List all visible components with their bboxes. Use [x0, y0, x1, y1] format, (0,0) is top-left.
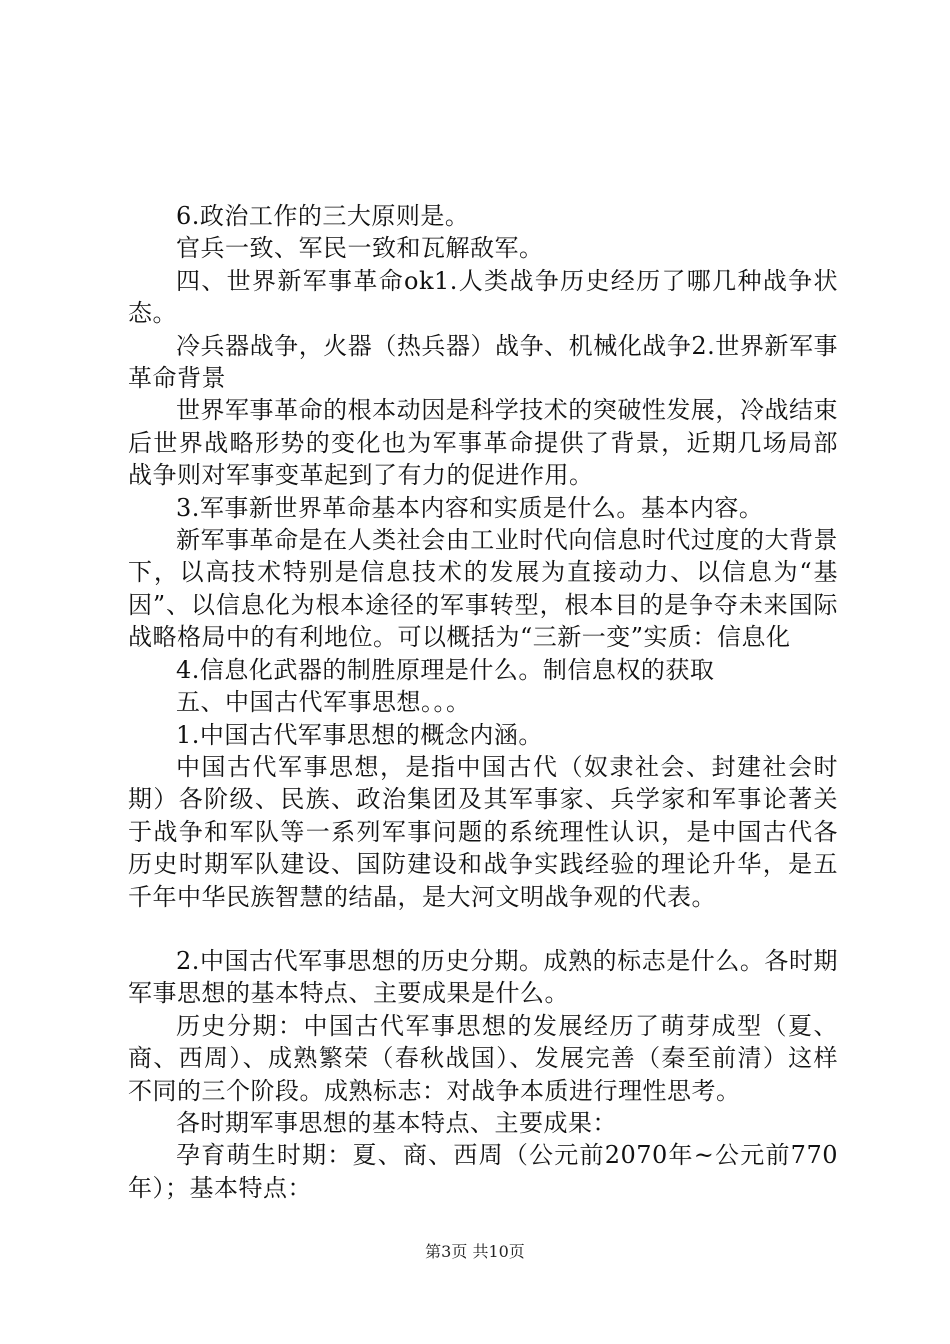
paragraph-periods-answer: 历史分期：中国古代军事思想的发展经历了萌芽成型（夏、商、西周）、成熟繁荣（春秋战国）、发展完善（秦至前清）这样不同的三个阶段。成熟标志：对战争本质进行理性思考。 — [128, 1011, 838, 1105]
paragraph-gap — [128, 913, 838, 945]
paragraph-concept-question: 1.中国古代军事思想的概念内涵。 — [176, 720, 543, 749]
paragraph-section-five-heading: 五、中国古代军事思想。。。 — [176, 688, 471, 717]
page-number-footer: 第3页 共10页 — [425, 1242, 525, 1261]
paragraph-information-weapons: 4.信息化武器的制胜原理是什么。制信息权的获取 — [176, 655, 715, 684]
paragraph-war-states-answer: 冷兵器战争，火器（热兵器）战争、机械化战争2.世界新军事革命背景 — [128, 331, 838, 393]
paragraph-periods-question: 2.中国古代军事思想的历史分期。成熟的标志是什么。各时期军事思想的基本特点、主要成果是什么。 — [128, 946, 838, 1008]
paragraph-revolution-background: 世界军事革命的根本动因是科学技术的突破性发展，冷战结束后世界战略形势的变化也为军事革命提供了背景，近期几场局部战争则对军事变革起到了有力的促进作用。 — [128, 396, 838, 490]
paragraph-section-four-heading: 四、世界新军事革命ok1.人类战争历史经历了哪几种战争状态。 — [128, 266, 838, 328]
paragraph-period-features-heading: 各时期军事思想的基本特点、主要成果： — [176, 1108, 617, 1137]
paragraph-political-work-principles: 6.政治工作的三大原则是。 — [176, 202, 470, 230]
document-body — [128, 200, 838, 1204]
paragraph-early-period: 孕育萌生时期：夏、商、西周（公元前2070年~公元前770年）；基本特点： — [128, 1141, 838, 1202]
paragraph-principles-answer: 官兵一致、军民一致和瓦解敌军。 — [176, 234, 544, 263]
paragraph-revolution-content-question: 3.军事新世界革命基本内容和实质是什么。基本内容。 — [176, 493, 764, 522]
paragraph-concept-answer: 中国古代军事思想，是指中国古代（奴隶社会、封建社会时期）各阶级、民族、政治集团及其军事家、兵学家和军事论著关于战争和军队等一系列军事问题的系统理性认识，是中国古代各历史时期军队建设、国防建设和战争实践经验的理论升华，是五千年中华民族智慧的结晶，是大河文明战争观的代表。 — [128, 752, 838, 911]
paragraph-revolution-content-answer: 新军事革命是在人类社会由工业时代向信息时代过度的大背景下，以高技术特别是信息技术的发展为直接动力、以信息为“基因”、以信息化为根本途径的军事转型，根本目的是争夺未来国际战略格局中的有利地位。可以概括为“三新一变”实质：信息化 — [128, 526, 838, 652]
